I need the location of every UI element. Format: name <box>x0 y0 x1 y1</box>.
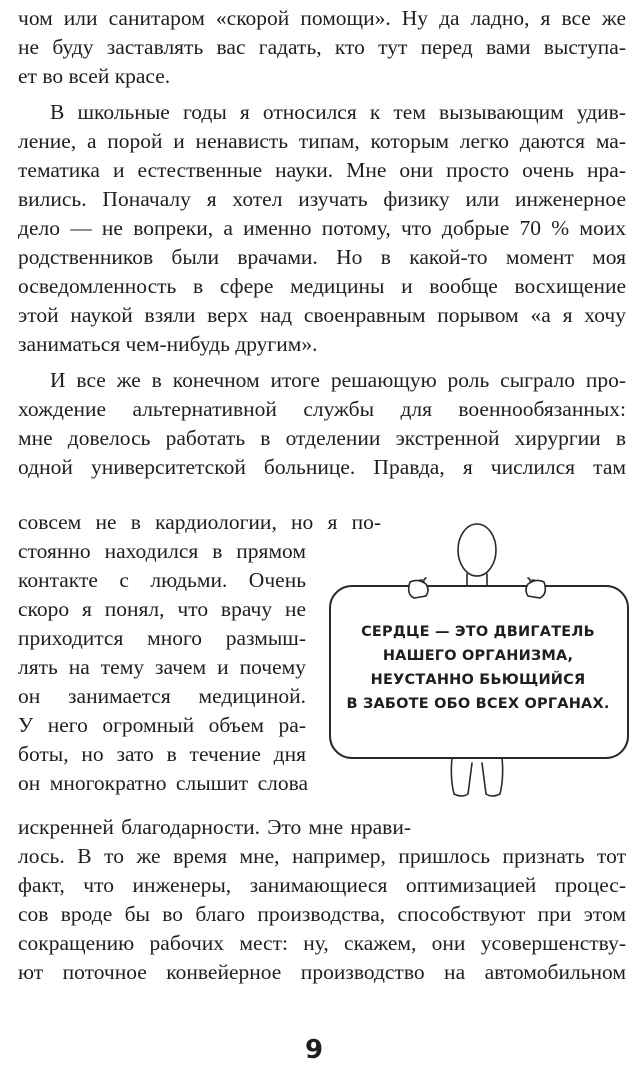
text-line: ет во всей красе. <box>18 64 171 88</box>
text-line: он многократно слышит слова <box>18 771 308 795</box>
text-line: И все же в конечном итоге решающую роль сыграло про- <box>50 368 626 392</box>
text-line: одной университетской больнице. Правда, я числился там <box>18 455 626 479</box>
text-line: приходится много размыш- <box>18 626 306 650</box>
text-line: стоянно находился в прямом <box>18 539 306 563</box>
text-line: мне довелось работать в отделении экстренной хирургии в <box>18 426 626 450</box>
text-line: ление, а порой и ненависть типам, которым легко даются ма- <box>18 129 626 153</box>
text-line: факт, что инженеры, занимающиеся оптимизацией процес- <box>18 873 626 897</box>
sign-line: НАШЕГО ОРГАНИЗМА, <box>382 648 574 664</box>
sign-line: В ЗАБОТЕ ОБО ВСЕХ ОРГАНАХ. <box>346 696 610 712</box>
text-line: этой наукой взяли верх над своенравным порывом «а я хочу <box>18 303 626 327</box>
sign-line: НЕУСТАННО БЬЮЩИЙСЯ <box>370 672 586 688</box>
text-line: лять на тему зачем и почему <box>18 655 306 679</box>
text-line: сокращению рабочих мест: ну, скажем, они усовершенству- <box>18 931 626 955</box>
text-line: совсем не в кардиологии, но я по- <box>18 510 381 534</box>
text-line: контакте с людьми. Очень <box>18 568 306 592</box>
text-line: он занимается медициной. <box>18 684 306 708</box>
text-line: заниматься чем-нибудь другим». <box>18 332 318 356</box>
text-line: дело — не вопреки, а именно потому, что добрые 70 % моих <box>18 216 626 240</box>
text-line: боты, но зато в течение дня <box>18 742 306 766</box>
text-line: осведомленность в сфере медицины и вообще восхищение <box>18 274 626 298</box>
text-line: скоро я понял, что врачу не <box>18 597 306 621</box>
text-line: тематика и естественные науки. Мне они просто очень нра- <box>18 158 626 182</box>
text-line: не буду заставлять вас гадать, кто тут перед вами выступа- <box>18 35 626 59</box>
text-line: В школьные годы я относился к тем вызывающим удив- <box>50 100 626 124</box>
text-line: лось. В то же время мне, например, пришлось признать тот <box>18 844 626 868</box>
person-holding-sign-illustration <box>322 508 634 808</box>
text-line: У него огромный объем ра- <box>18 713 306 737</box>
text-line: родственников были врачами. Но в какой-то момент моя <box>18 245 626 269</box>
text-line: вились. Поначалу я хотел изучать физику или инженерное <box>18 187 626 211</box>
sign-quote <box>342 620 614 716</box>
text-line: сов вроде бы во благо производства, способствуют при этом <box>18 902 626 926</box>
text-line: искренней благодарности. Это мне нрави- <box>18 815 411 839</box>
page-number: 9 <box>305 1035 324 1065</box>
text-line: хождение альтернативной службы для военнообязанных: <box>18 397 626 421</box>
text-line: ют поточное конвейерное производство на автомобильном <box>18 960 626 984</box>
text-line: чом или санитаром «скорой помощи». Ну да ладно, я все же <box>18 6 626 30</box>
sign-line: СЕРДЦЕ — ЭТО ДВИГАТЕЛЬ <box>361 624 595 640</box>
